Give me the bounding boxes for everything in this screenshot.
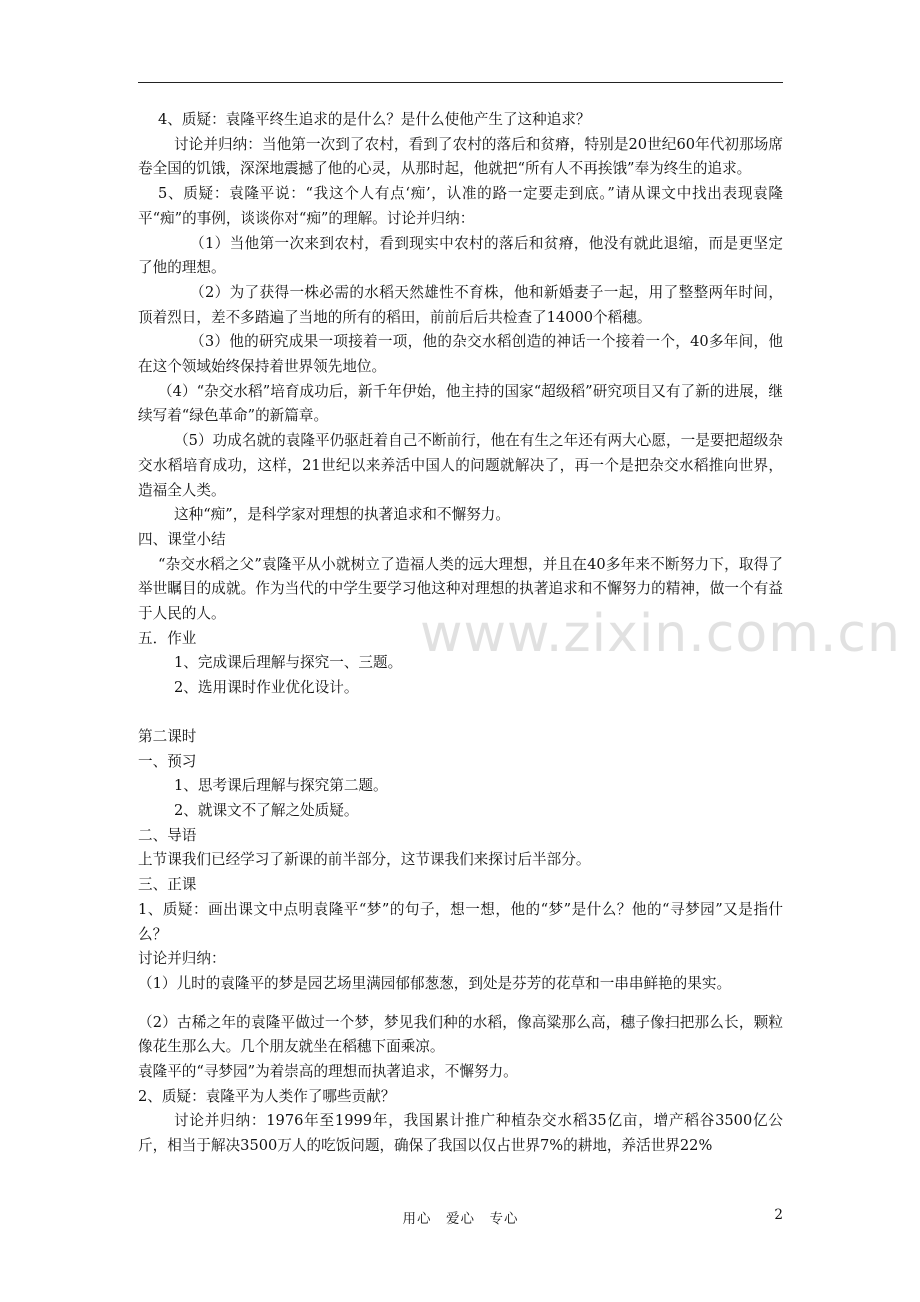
paragraph-spacer bbox=[138, 997, 783, 1011]
watermark: www.zixin.com.cn bbox=[420, 604, 901, 664]
paragraph: 讨论并归纳：1976年至1999年，我国累计推广种植杂交水稻35亿亩，增产稻谷3500亿公斤，相当于解决3500万人的吃饭问题，确保了我国以仅占世界7%的耕地，养活世界22% bbox=[138, 1112, 783, 1155]
page-number: 2 bbox=[774, 1207, 783, 1223]
paragraph: 2、就课文不了解之处质疑。 bbox=[174, 801, 359, 819]
paragraph: 三、正课 bbox=[138, 876, 197, 894]
paragraph: 4、质疑：袁隆平终生追求的是什么？是什么使他产生了这种追求？ bbox=[158, 111, 591, 128]
paragraph: “杂交水稻之父”袁隆平从小就树立了造福人类的远大理想，并且在40多年来不断努力下，取得了举世瞩目的成就。作为当代的中学生要学习他这种对理想的执著追求和不懈努力的精神，做一个有益于人民的人。 bbox=[138, 555, 783, 623]
paragraph: （2）为了获得一株必需的水稻天然雄性不育株，他和新婚妻子一起，用了整整两年时间，顶着烈日，差不多踏遍了当地的所有的稻田，前前后后共检查了14000个稻穗。 bbox=[138, 283, 783, 326]
footer-motto: 用心 爱心 专心 bbox=[402, 1211, 519, 1227]
paragraph: 一、预习 bbox=[138, 752, 197, 770]
paragraph: 这种“痴”，是科学家对理想的执著追求和不懈努力。 bbox=[174, 506, 510, 524]
paragraph: （5）功成名就的袁隆平仍驱赶着自己不断前行，他在有生之年还有两大心愿，一是要把超级杂交水稻培育成功，这样，21世纪以来养活中国人的问题就解决了，再一个是把杂交水稻推向世界，造福全人类。 bbox=[138, 432, 783, 499]
paragraph-spacer bbox=[138, 701, 783, 725]
paragraph: 讨论并归纳：当他第一次到了农村，看到了农村的落后和贫瘠，特别是20世纪60年代初那场席卷全国的饥饿，深深地震撼了他的心灵，从那时起，他就把“所有人不再挨饿”奉为终生的追求。 bbox=[138, 135, 783, 178]
paragraph: 2、选用课时作业优化设计。 bbox=[174, 679, 359, 697]
paragraph: 五．作业 bbox=[138, 629, 197, 647]
header-rule bbox=[138, 82, 783, 83]
paragraph: 讨论并归纳： bbox=[138, 950, 226, 968]
paragraph: 上节课我们已经学习了新课的前半部分，这节课我们来探讨后半部分。 bbox=[138, 851, 591, 869]
paragraph: 四、课堂小结 bbox=[138, 530, 226, 548]
paragraph: 1、思考课后理解与探究第二题。 bbox=[174, 777, 388, 795]
document-body bbox=[138, 108, 783, 1159]
paragraph: 5、质疑：袁隆平说：“我这个人有点‘痴’，认准的路一定要走到底。”请从课文中找出表现袁隆平“痴”的事例，谈谈你对“痴”的理解。讨论并归纳： bbox=[138, 185, 783, 227]
paragraph: （4）“杂交水稻”培育成功后，新千年伊始，他主持的国家“超级稻”研究项目又有了新的进展，继续写着“绿色革命”的新篇章。 bbox=[138, 382, 783, 425]
paragraph: 袁隆平的“寻梦园”为着崇高的理想而执著追求，不懈努力。 bbox=[138, 1063, 518, 1081]
paragraph: 1、质疑：画出课文中点明袁隆平“梦”的句子，想一想，他的“梦”是什么？他的“寻梦园”又是指什么？ bbox=[138, 900, 783, 943]
paragraph: 二、导语 bbox=[138, 826, 197, 844]
paragraph: 2、质疑：袁隆平为人类作了哪些贡献？ bbox=[138, 1087, 396, 1105]
paragraph: 第二课时 bbox=[138, 727, 197, 745]
paragraph: （3）他的研究成果一项接着一项，他的杂交水稻创造的神话一个接着一个，40多年间，他在这个领域始终保持着世界领先地位。 bbox=[138, 333, 783, 376]
paragraph: （2）古稀之年的袁隆平做过一个梦，梦见我们种的水稻，像高粱那么高，穗子像扫把那么长，颗粒像花生那么大。几个朋友就坐在稻穗下面乘凉。 bbox=[138, 1013, 783, 1056]
paragraph: 1、完成课后理解与探究一、三题。 bbox=[174, 654, 403, 672]
paragraph: （1）儿时的袁隆平的梦是园艺场里满园郁郁葱葱，到处是芬芳的花草和一串串鲜艳的果实。 bbox=[138, 974, 732, 992]
paragraph: （1）当他第一次来到农村，看到现实中农村的落后和贫瘠，他没有就此退缩，而是更坚定了他的理想。 bbox=[138, 234, 783, 277]
